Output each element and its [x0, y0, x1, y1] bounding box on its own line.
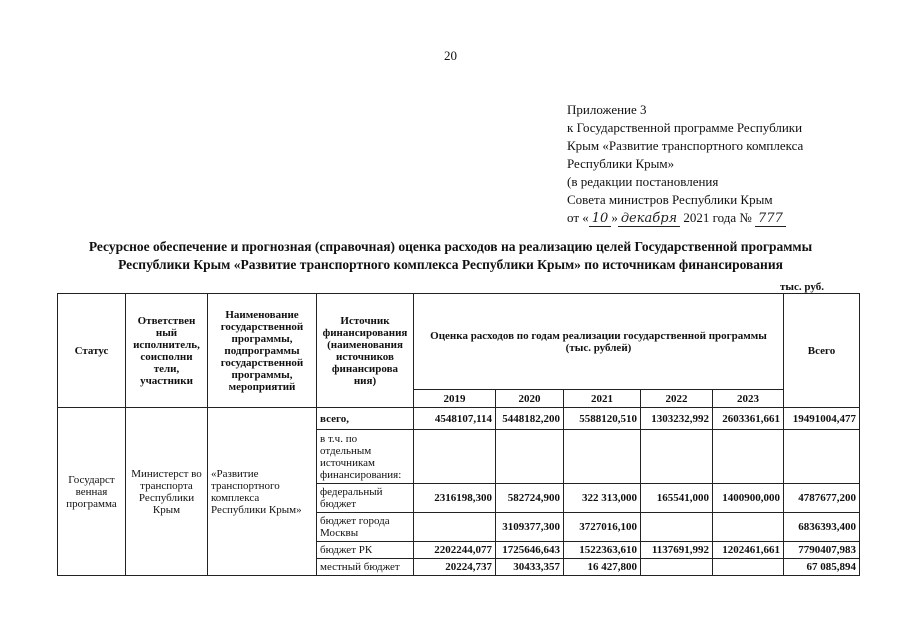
appendix-block	[567, 101, 867, 227]
total-cell: 6836393,400	[784, 513, 860, 542]
page-number: 20	[444, 48, 457, 63]
header-total: Всего	[784, 294, 860, 408]
header-year: 2022	[641, 390, 713, 408]
total-cell: 7790407,983	[784, 542, 860, 559]
total-cell: 4787677,200	[784, 484, 860, 513]
value-cell	[564, 430, 641, 484]
source-cell: местный бюджет	[317, 559, 414, 576]
value-cell: 1522363,610	[564, 542, 641, 559]
executor-cell: Министерст во транспорта Республики Крым	[126, 408, 208, 576]
value-cell	[641, 559, 713, 576]
value-cell: 2202244,077	[414, 542, 496, 559]
date-suffix: 2021 года №	[683, 210, 752, 225]
date-mid: »	[611, 210, 618, 225]
source-cell: федеральный бюджет	[317, 484, 414, 513]
value-cell	[496, 430, 564, 484]
value-cell	[414, 430, 496, 484]
value-cell	[713, 513, 784, 542]
table-row	[58, 408, 860, 430]
program-name-cell: «Развитие транспортного комплекса Республики Крым»	[208, 408, 317, 576]
value-cell: 2316198,300	[414, 484, 496, 513]
document-title	[30, 238, 871, 274]
source-cell: бюджет РК	[317, 542, 414, 559]
handwritten-month: декабря	[618, 211, 680, 227]
value-cell: 5588120,510	[564, 408, 641, 430]
value-cell: 20224,737	[414, 559, 496, 576]
value-cell: 1725646,643	[496, 542, 564, 559]
value-cell: 1202461,661	[713, 542, 784, 559]
value-cell: 3109377,300	[496, 513, 564, 542]
handwritten-day: 10	[589, 211, 612, 227]
value-cell	[641, 513, 713, 542]
title-line-2: Республики Крым «Развитие транспортного комплекса Республики Крым» по источникам финансирования	[118, 257, 783, 272]
total-cell	[784, 430, 860, 484]
total-cell: 67 085,894	[784, 559, 860, 576]
value-cell	[641, 430, 713, 484]
value-cell: 1137691,992	[641, 542, 713, 559]
header-estimate: Оценка расходов по годам реализации государственной программы (тыс. рублей)	[414, 294, 784, 390]
date-prefix: от «	[567, 210, 589, 225]
header-year: 2021	[564, 390, 641, 408]
header-status: Статус	[58, 294, 126, 408]
value-cell: 322 313,000	[564, 484, 641, 513]
value-cell: 30433,357	[496, 559, 564, 576]
value-cell	[713, 430, 784, 484]
value-cell: 2603361,661	[713, 408, 784, 430]
header-year: 2023	[713, 390, 784, 408]
header-year: 2019	[414, 390, 496, 408]
total-cell: 19491004,477	[784, 408, 860, 430]
status-cell: Государст венная программа	[58, 408, 126, 576]
appendix-date-line	[567, 209, 867, 227]
value-cell	[414, 513, 496, 542]
title-line-1: Ресурсное обеспечение и прогнозная (справочная) оценка расходов на реализацию целей Государственной программы	[88, 239, 813, 254]
appendix-line: Приложение 3	[567, 102, 647, 117]
value-cell: 582724,900	[496, 484, 564, 513]
financing-table	[57, 293, 860, 576]
value-cell: 165541,000	[641, 484, 713, 513]
handwritten-number: 777	[755, 211, 786, 227]
source-cell: бюджет города Москвы	[317, 513, 414, 542]
value-cell: 1400900,000	[713, 484, 784, 513]
header-source: Источник финансирования (наименования источников финансирова ния)	[317, 294, 414, 408]
appendix-line: к Государственной программе Республики	[567, 120, 803, 135]
value-cell: 16 427,800	[564, 559, 641, 576]
units-label: тыс. руб.	[780, 281, 824, 293]
value-cell: 5448182,200	[496, 408, 564, 430]
source-cell: всего,	[317, 408, 414, 430]
source-cell: в т.ч. по отдельным источникам финансирования:	[317, 430, 414, 484]
appendix-line: Республики Крым»	[567, 156, 675, 171]
value-cell: 1303232,992	[641, 408, 713, 430]
appendix-line: (в редакции постановления	[567, 174, 719, 189]
header-year: 2020	[496, 390, 564, 408]
value-cell	[713, 559, 784, 576]
value-cell: 3727016,100	[564, 513, 641, 542]
header-row	[58, 294, 860, 390]
value-cell: 4548107,114	[414, 408, 496, 430]
header-program-name: Наименование государственной программы, подпрограммы государственной программы, мероприятий	[208, 294, 317, 408]
appendix-line: Крым «Развитие транспортного комплекса	[567, 138, 804, 153]
appendix-line: Совета министров Республики Крым	[567, 192, 773, 207]
header-executor: Ответствен ный исполнитель, соисполни тели, участники	[126, 294, 208, 408]
